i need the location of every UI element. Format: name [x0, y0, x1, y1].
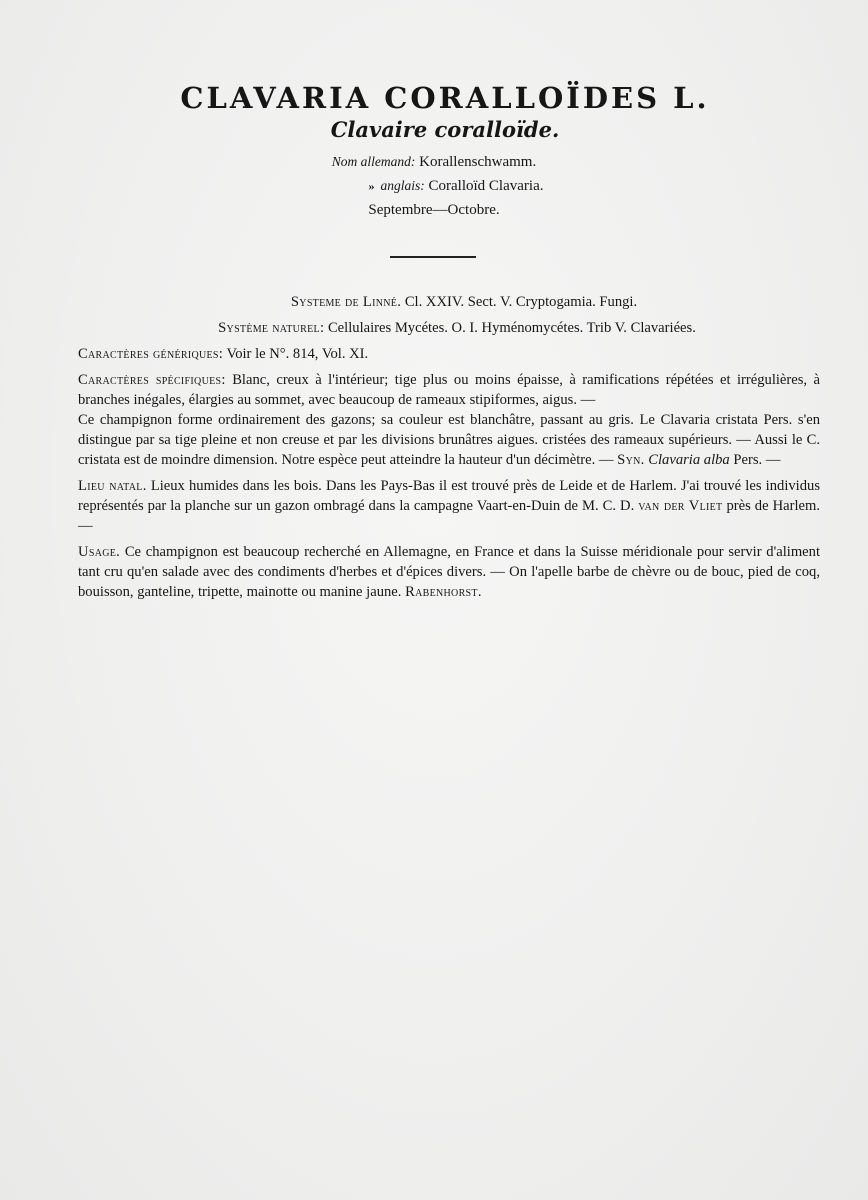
name-english [0, 174, 868, 198]
common-names [0, 150, 868, 222]
section-specifiques-label: Caractères spécifiques: [78, 372, 226, 388]
description-body [78, 292, 820, 608]
section-specifiques [78, 370, 820, 410]
page-title: CLAVARIA CORALLOÏDES L. [180, 81, 710, 115]
section-specifiques-continued [78, 410, 820, 470]
section-naturel-text: Cellulaires Mycétes. O. I. Hyménomycétes. Trib V. Clavariées. [327, 320, 696, 336]
section-generiques-text: Voir le N°. 814, Vol. XI. [226, 346, 369, 362]
section-lieu-text: Lieux humides dans les bois. Dans les Pays-Bas il est trouvé près de Leide et de Harlem. J'ai trouvé les individus représentés par la planche sur un gazon ombragé dans la campagne Vaart-en-Duin de M. C. D. [78, 478, 820, 514]
section-lieu-text-after: près de Harlem. — [78, 498, 820, 534]
synonym-author: Pers. — [733, 452, 781, 468]
name-german-label: Nom allemand: [331, 154, 416, 169]
section-lieu-person: van der Vliet [638, 498, 723, 514]
section-lieu [78, 476, 820, 536]
section-usage-author: Rabenhorst. [405, 584, 482, 600]
synonym-label: Syn. [617, 452, 645, 468]
section-usage [78, 542, 820, 602]
section-lieu-label: Lieu natal. [78, 478, 147, 494]
section-linne [78, 292, 820, 312]
section-generiques-label: Caractères génériques: [78, 346, 224, 362]
section-naturel-label: Système naturel: [218, 320, 325, 336]
name-english-label: anglais: [380, 178, 425, 193]
name-german [0, 150, 868, 174]
section-usage-label: Usage. [78, 544, 121, 560]
divider-rule [390, 256, 476, 258]
section-specifiques-text2: Ce champignon forme ordinairement des gazons; sa couleur est blanchâtre, passant au gris. Le Clavaria cristata Pers. s'en distingue par sa tige pleine et non creuse et par les divisions brunâtres aigues. cristées des rameaux supérieurs. — Aussi le C. cristata est de moindre dimension. Notre espèce peut atteindre la hauteur d'un décimètre. — [78, 412, 820, 468]
name-english-value: Coralloïd Clavaria. [428, 178, 544, 194]
section-specifiques-text: Blanc, creux à l'intérieur; tige plus ou moins épaisse, à ramifications répétées et irrégulières, à branches inégales, élargies au sommet, avec beaucoup de rameaux stipiformes, aigus. — [78, 372, 821, 408]
season: Septembre—Octobre. [368, 202, 500, 218]
section-usage-text: Ce champignon est beaucoup recherché en Allemagne, en France et dans la Suisse méridionale pour servir d'aliment tant cru qu'en salade avec des condiments d'herbes et d'épices divers. — On l'apelle barbe de chèvre ou de bouc, pied de coq, bouisson, ganteline, tripette, mainotte ou manine jaune. [78, 544, 820, 600]
section-generiques [78, 344, 820, 364]
section-linne-text: Cl. XXIV. Sect. V. Cryptogamia. Fungi. [404, 294, 638, 310]
name-german-value: Korallenschwamm. [419, 154, 537, 170]
synonym-species: Clavaria alba [648, 452, 730, 468]
section-naturel [78, 318, 820, 338]
page-header [0, 80, 868, 258]
page-subtitle: Clavaire coralloïde. [330, 117, 560, 142]
ditto-mark: » [368, 179, 375, 193]
section-linne-label: Systeme de Linné. [290, 294, 402, 310]
